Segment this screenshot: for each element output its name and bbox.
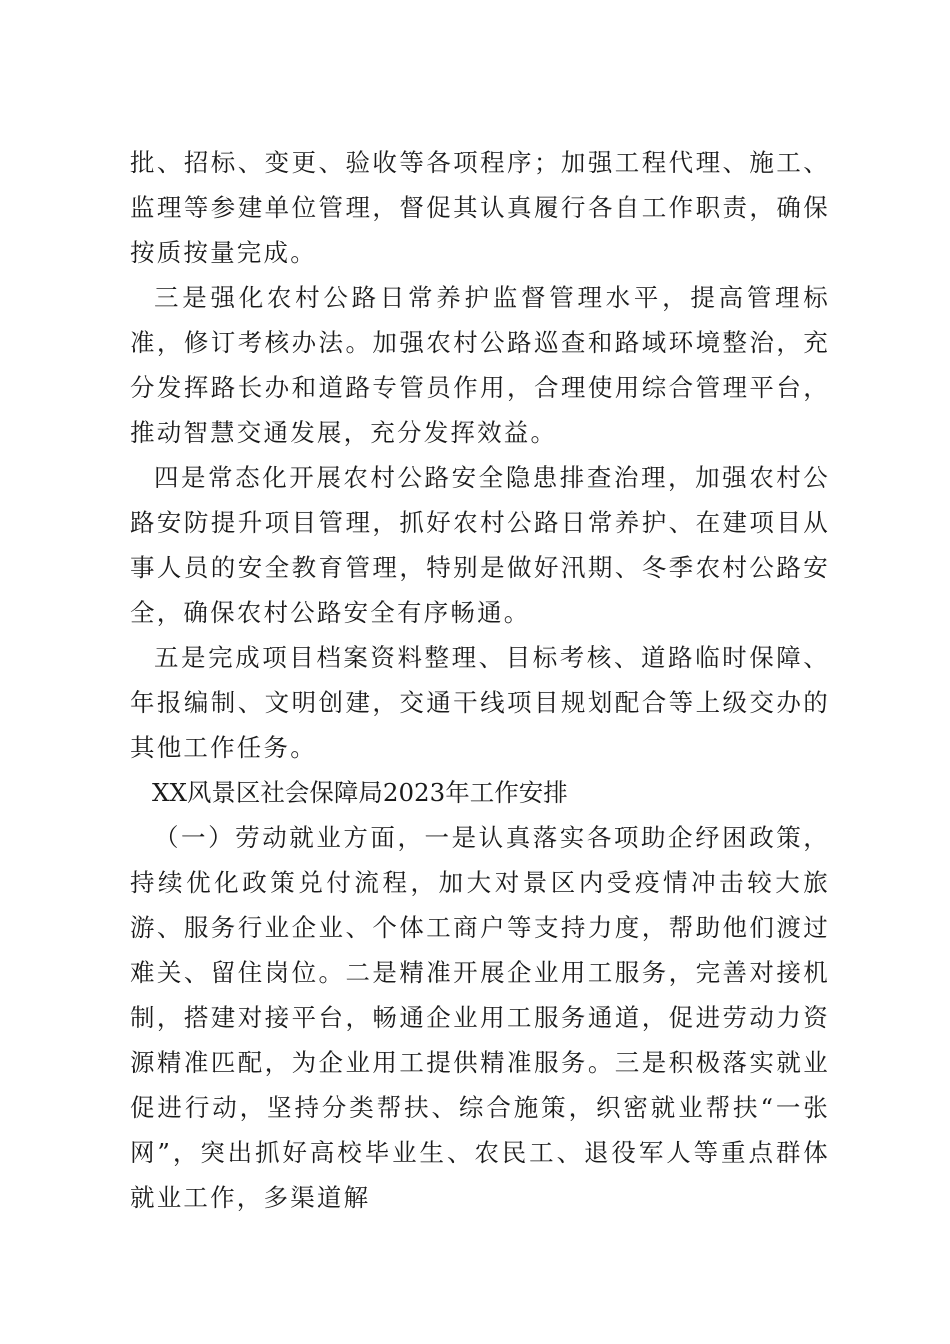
section-heading: XX风景区社会保障局2023年工作安排 <box>152 778 568 807</box>
paragraph-continuation: 批、招标、变更、验收等各项程序；加强工程代理、施工、监理等参建单位管理，督促其认真履行各自工作职责，确保按质按量完成。 <box>130 148 830 267</box>
paragraph-item-five: 五是完成项目档案资料整理、目标考核、道路临时保障、年报编制、文明创建，交通干线项目规划配合等上级交办的其他工作任务。 <box>130 643 830 762</box>
document-body <box>130 140 830 1220</box>
paragraph-labor-employment: （一）劳动就业方面，一是认真落实各项助企纾困政策，持续优化政策兑付流程，加大对景区内受疫情冲击较大旅游、服务行业企业、个体工商户等支持力度，帮助他们渡过难关、留住岗位。二是精准开展企业用工服务，完善对接机制，搭建对接平台，畅通企业用工服务通道，促进劳动力资源精准匹配，为企业用工提供精准服务。三是积极落实就业促进行动，坚持分类帮扶、综合施策，织密就业帮扶“一张网”，突出抓好高校毕业生、农民工、退役军人等重点群体就业工作，多渠道解 <box>130 823 830 1212</box>
paragraph-item-three: 三是强化农村公路日常养护监督管理水平，提高管理标准，修订考核办法。加强农村公路巡查和路域环境整治，充分发挥路长办和道路专管员作用，合理使用综合管理平台，推动智慧交通发展，充分发挥效益。 <box>130 283 830 447</box>
paragraph-item-four: 四是常态化开展农村公路安全隐患排查治理，加强农村公路安防提升项目管理，抓好农村公路日常养护、在建项目从事人员的安全教育管理，特别是做好汛期、冬季农村公路安全，确保农村公路安全有序畅通。 <box>130 463 830 627</box>
